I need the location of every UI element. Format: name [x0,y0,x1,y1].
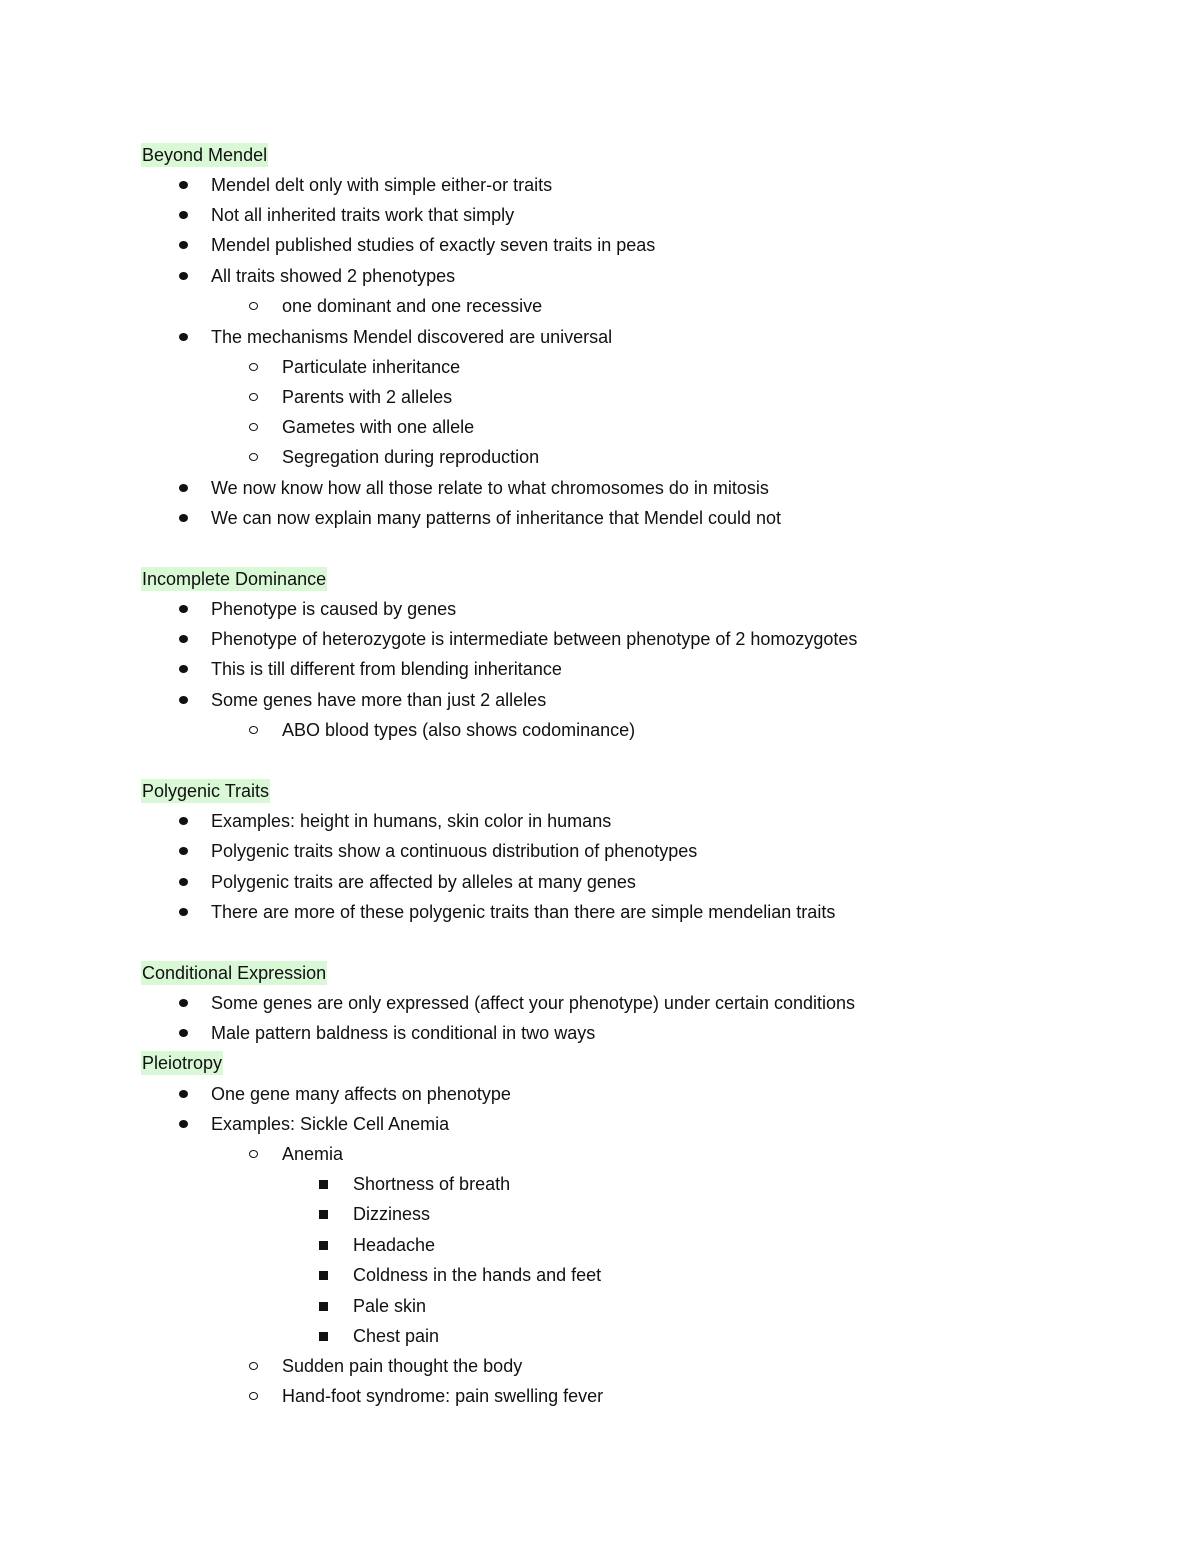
list-item-text: Sudden pain thought the body [282,1356,523,1376]
list-item-text: We now know how all those relate to what chromosomes do in mitosis [211,478,769,498]
bullet-disc-icon [179,847,188,855]
bullet-disc-icon [179,696,188,704]
bullet-disc-icon [179,878,188,886]
heading-text: Conditional Expression [142,963,327,983]
bullet-disc-icon [179,1120,188,1128]
bullet-disc-icon [179,181,188,189]
list-item-text: Hand-foot syndrome: pain swelling fever [282,1386,604,1406]
bullet-circle-icon [249,726,258,734]
section-heading-beyond-mendel [141,140,268,170]
list-item-text: Chest pain [353,1326,440,1346]
list-item-text: Polygenic traits show a continuous distribution of phenotypes [211,841,698,861]
list-item-text: All traits showed 2 phenotypes [211,266,456,286]
bullet-disc-icon [179,211,188,219]
bullet-disc-icon [179,272,188,280]
bullet-disc-icon [179,1029,188,1037]
section-heading-incomplete-dominance [141,564,327,594]
bullet-circle-icon [249,393,258,401]
list-item-text: There are more of these polygenic traits than there are simple mendelian traits [211,902,836,922]
list-item-text: Anemia [282,1144,344,1164]
section-heading-conditional-expression [141,958,327,988]
list-item-text: Coldness in the hands and feet [353,1265,602,1285]
bullet-disc-icon [179,484,188,492]
bullet-circle-icon [249,1392,258,1400]
bullet-circle-icon [249,1150,258,1158]
list-item-text: one dominant and one recessive [282,296,543,316]
list-item-text: Phenotype is caused by genes [211,599,457,619]
bullet-circle-icon [249,453,258,461]
bullet-circle-icon [249,302,258,310]
list-item-text: Headache [353,1235,436,1255]
bullet-circle-icon [249,1362,258,1370]
list-item-text: Segregation during reproduction [282,447,540,467]
bullet-disc-icon [179,514,188,522]
bullet-circle-icon [249,423,258,431]
list-item-text: Parents with 2 alleles [282,387,453,407]
bullet-disc-icon [179,1090,188,1098]
heading-text: Incomplete Dominance [142,569,327,589]
list-item-text: Phenotype of heterozygote is intermediate between phenotype of 2 homozygotes [211,629,858,649]
list-item-text: Gametes with one allele [282,417,475,437]
bullet-disc-icon [179,999,188,1007]
bullet-disc-icon [179,635,188,643]
bullet-square-icon [319,1241,328,1250]
list-item-text: Examples: height in humans, skin color in humans [211,811,612,831]
list-item-text: Shortness of breath [353,1174,511,1194]
bullet-disc-icon [179,817,188,825]
list-item-text: Examples: Sickle Cell Anemia [211,1114,450,1134]
bullet-disc-icon [179,908,188,916]
list-item-text: Particulate inheritance [282,357,461,377]
bullet-disc-icon [179,241,188,249]
list-item-text: ABO blood types (also shows codominance) [282,720,636,740]
bullet-square-icon [319,1210,328,1219]
list-item-text: Some genes have more than just 2 alleles [211,690,547,710]
bullet-disc-icon [179,333,188,341]
bullet-square-icon [319,1271,328,1280]
bullet-disc-icon [179,665,188,673]
list-item-text: We can now explain many patterns of inheritance that Mendel could not [211,508,782,528]
list-item-text: Mendel published studies of exactly seven traits in peas [211,235,656,255]
list-item-text: Dizziness [353,1204,431,1224]
heading-text: Polygenic Traits [142,781,270,801]
list-item-text: Polygenic traits are affected by alleles at many genes [211,872,636,892]
section-heading-polygenic-traits [141,776,270,806]
section-heading-pleiotropy [141,1048,223,1078]
list-item-text: The mechanisms Mendel discovered are universal [211,327,613,347]
heading-text: Beyond Mendel [142,145,268,165]
bullet-square-icon [319,1302,328,1311]
bullet-disc-icon [179,605,188,613]
bullet-circle-icon [249,363,258,371]
list-item-text: This is till different from blending inheritance [211,659,562,679]
list-item-text: Some genes are only expressed (affect your phenotype) under certain conditions [211,993,856,1013]
bullet-square-icon [319,1332,328,1341]
heading-text: Pleiotropy [142,1053,223,1073]
list-item-text: Male pattern baldness is conditional in two ways [211,1023,596,1043]
list-item-text: One gene many affects on phenotype [211,1084,511,1104]
list-item-text: Not all inherited traits work that simply [211,205,515,225]
list-item-text: Mendel delt only with simple either-or traits [211,175,553,195]
list-item-text: Pale skin [353,1296,427,1316]
bullet-square-icon [319,1180,328,1189]
